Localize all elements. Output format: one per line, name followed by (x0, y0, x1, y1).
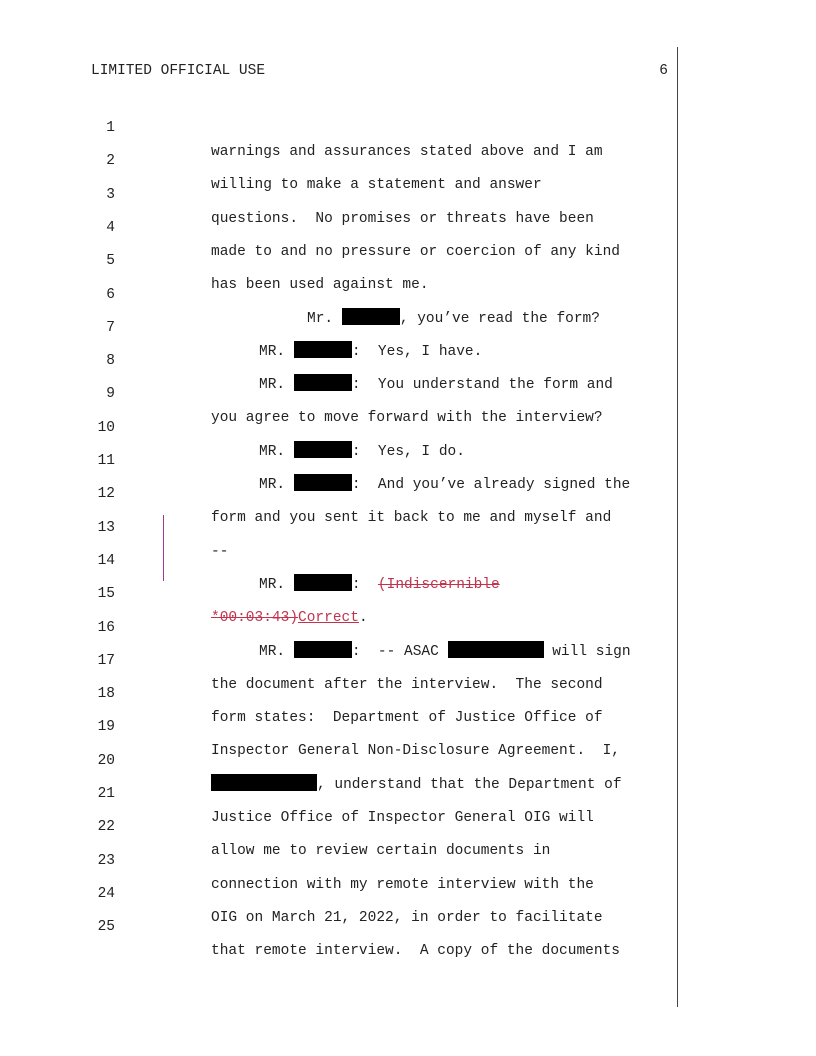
line-text: Justice Office of Inspector General OIG will (211, 810, 594, 826)
utterance-text: : And you’ve already signed the (351, 477, 631, 493)
line-number: 11 (97, 453, 115, 469)
line-text: connection with my remote interview with the (211, 876, 594, 893)
page-number: 6 (659, 63, 668, 79)
line-number: 16 (97, 619, 115, 636)
line-text: allow me to review certain documents in (211, 843, 551, 860)
line-text: questions. No promises or threats have been (211, 210, 594, 227)
speaker-prefix: MR. (259, 343, 294, 360)
line-number: 12 (97, 486, 115, 503)
classification-marking: LIMITED OFFICIAL USE (91, 63, 266, 79)
transcript-line (0, 525, 816, 593)
line-text: made to and no pressure or coercion of any kind (211, 243, 620, 260)
line-text: the document after the interview. The second (211, 676, 603, 693)
deleted-revision-text: (Indiscernible (377, 576, 500, 593)
speaker-prefix: MR. (259, 377, 294, 394)
line-number: 6 (106, 286, 115, 303)
deleted-revision-text: *00:03:43) (211, 610, 299, 627)
line-text: that remote interview. A copy of the documents (211, 943, 620, 960)
line-number: 5 (106, 253, 115, 270)
speaker-prefix: MR. (259, 443, 294, 460)
utterance-text: : Yes, I do. (351, 443, 465, 460)
line-number: 1 (106, 120, 115, 136)
page-header (91, 62, 668, 80)
line-number: 20 (97, 752, 115, 769)
line-number: 23 (97, 852, 115, 869)
utterance-text: : (351, 576, 378, 593)
line-number: 3 (106, 186, 115, 203)
speaker-prefix: MR. (259, 477, 294, 493)
line-number: 4 (106, 219, 115, 236)
line-text: form and you sent it back to me and myself and (211, 510, 612, 527)
line-number: 24 (97, 885, 115, 902)
utterance-text: : You understand the form and (351, 377, 613, 394)
speaker-prefix: MR. (259, 643, 294, 660)
line-number: 9 (106, 386, 115, 403)
line-text: -- (211, 543, 229, 560)
line-number: 10 (97, 419, 115, 436)
inserted-revision-text: Correct (298, 610, 359, 627)
line-number: 8 (106, 353, 115, 370)
line-number: 22 (97, 819, 115, 836)
line-text: OIG on March 21, 2022, in order to facilitate (211, 909, 603, 926)
line-number: 17 (97, 652, 115, 669)
line-text: you agree to move forward with the interview? (211, 410, 603, 427)
line-text: has been used against me. (211, 277, 429, 294)
line-text: Inspector General Non-Disclosure Agreement. I, (211, 743, 620, 760)
utterance-text: : -- ASAC (351, 643, 448, 660)
line-number: 15 (97, 586, 115, 603)
utterance-text: , you’ve read the form? (399, 310, 600, 327)
speaker-prefix: MR. (259, 576, 294, 593)
line-text: form states: Department of Justice Office of (211, 710, 603, 727)
line-text: willing to make a statement and answer (211, 177, 542, 194)
line-number: 13 (97, 519, 115, 536)
line-number: 18 (97, 686, 115, 703)
line-number: 19 (97, 719, 115, 736)
line-number: 14 (97, 552, 115, 569)
line-number: 7 (106, 319, 115, 336)
transcript-line (0, 92, 816, 160)
utterance-text: . (358, 610, 368, 627)
speaker-prefix: Mr. (307, 310, 342, 327)
line-number: 2 (106, 153, 115, 170)
line-number: 21 (97, 786, 115, 802)
line-text: warnings and assurances stated above and I am (211, 144, 603, 160)
utterance-text: , understand that the Department of (317, 776, 622, 793)
utterance-text: : Yes, I have. (351, 343, 483, 360)
utterance-text: will sign (543, 643, 631, 660)
line-number: 25 (97, 919, 115, 936)
